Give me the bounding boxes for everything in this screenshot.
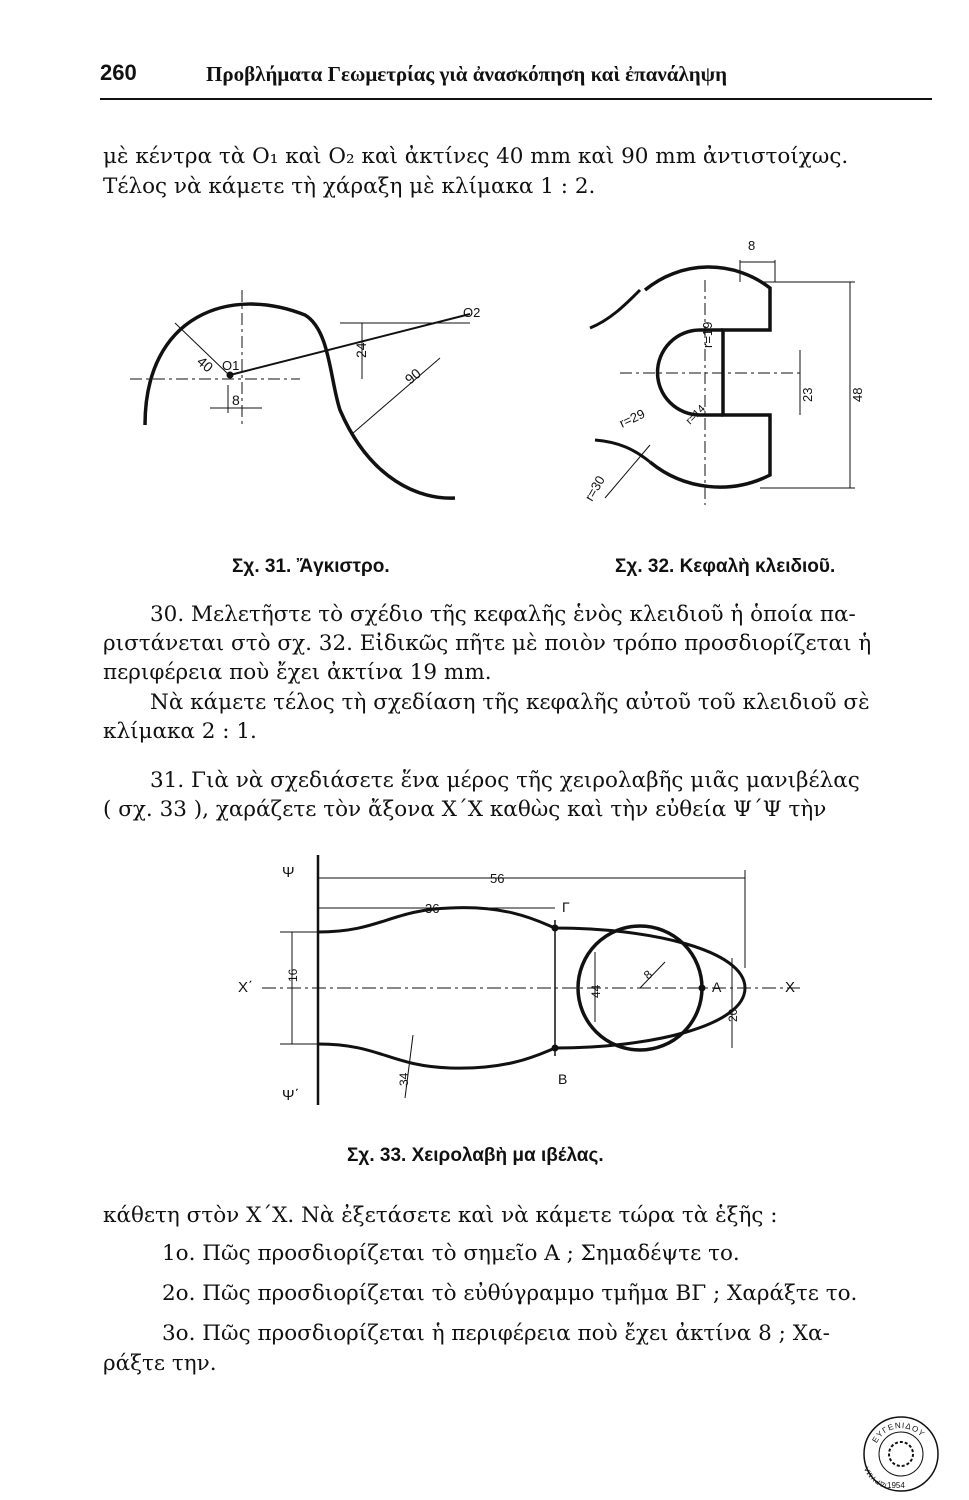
wrench-r19-label: r=19 (700, 321, 715, 348)
hook-o2-label: O2 (463, 305, 481, 320)
wrench-lower-arm (595, 440, 650, 462)
wrench-r30-label: r=30 (581, 473, 608, 504)
problem-31-line-1: 31. Γιὰ νὰ σχεδιάσετε ἕνα μέρος τῆς χειρολαβῆς μιᾶς μανιβέλας (150, 768, 860, 793)
problem-30-line-3: περιφέρεια ποὺ ἔχει ἀκτίνα 19 mm. (103, 660, 492, 685)
point-a (699, 985, 705, 991)
x-label: X (785, 979, 796, 996)
hook-r40-label: 40 (194, 353, 217, 376)
seal-year: 1954 (887, 1481, 905, 1490)
continuation-item-1: 1ο. Πῶς προσδιορίζεται τὸ σημεῖο A ; Σημαδέψτε το. (162, 1241, 740, 1266)
dim-36-label: 36 (425, 901, 440, 916)
hook-r90-label: 90 (401, 365, 424, 388)
hook-curve (145, 304, 455, 498)
figure-33 (0, 850, 969, 1120)
wrench-d48-label: 48 (850, 387, 865, 402)
hook-d8-label: 8 (232, 392, 240, 408)
problem-30-line-5: κλίμακα 2 : 1. (103, 719, 257, 744)
point-b (552, 1045, 558, 1051)
radius-30-line (605, 445, 650, 498)
hook-drawing (130, 290, 470, 498)
svg-text:ΕΥΓΕΝΙΔΟΥ: ΕΥΓΕΝΙΔΟΥ (870, 1420, 927, 1445)
psi-prime-label: Ψ΄ (282, 1087, 300, 1104)
dim-16-label: 16 (286, 968, 300, 982)
dim-56-label: 56 (490, 871, 505, 886)
x-prime-label: X΄ (238, 979, 253, 996)
problem-30-line-1: 30. Μελετῆστε τὸ σχέδιο τῆς κεφαλῆς ἑνὸς κλειδιοῦ ἡ ὁποία πα- (150, 602, 856, 627)
hook-d24-label: 24 (353, 342, 369, 358)
running-title: Προβλήματα Γεωμετρίας γιὰ ἀνασκόπηση καὶ ἐπανάληψη (206, 62, 728, 86)
continuation-item-3: 3ο. Πῶς προσδιορίζεται ἡ περιφέρεια ποὺ ἔχει ἀκτίνα 8 ; Χα- (162, 1321, 830, 1346)
svg-text:ΙΔΡΥΜΑ: ΙΔΡΥΜΑ (863, 1465, 888, 1489)
wrench-r29-label: r=29 (616, 405, 648, 431)
problem-30-line-4: Νὰ κάμετε τέλος τὴ σχεδίαση τῆς κεφαλῆς αὐτοῦ τοῦ κλειδιοῦ σὲ (150, 690, 870, 715)
point-g-label: Γ (562, 899, 570, 915)
point-a-label: A (712, 979, 722, 995)
wrench-drawing (590, 260, 855, 505)
wrench-d8-label: 8 (748, 238, 756, 253)
header-rule (100, 98, 932, 100)
problem-30-line-2: ριστάνεται στὸ σχ. 32. Εἰδικῶς πῆτε μὲ ποιὸν τρόπο προσδιορίζεται ἡ (103, 631, 872, 656)
radius-8-label: 8 (640, 967, 656, 983)
intro-line-2: Τέλος νὰ κάμετε τὴ χάραξη μὲ κλίμακα 1 : 2. (103, 174, 596, 199)
dim-34-leader (405, 1035, 413, 1098)
wrench-d23-label: 23 (800, 387, 815, 402)
continuation-line-1: κάθετη στὸν X΄X. Νὰ ἐξετάσετε καὶ νὰ κάμετε τώρα τὰ ἑξῆς : (103, 1203, 778, 1228)
problem-31-line-2: ( σχ. 33 ), χαράζετε τὸν ἄξονα X΄X καθὼς καὶ τὴν εὐθεία Ψ΄Ψ τὴν (103, 797, 827, 822)
continuation-line-5: ράξτε την. (103, 1351, 217, 1376)
figure-32-caption: Σχ. 32. Κεφαλὴ κλειδιοῦ. (615, 556, 836, 577)
radius-90-line (352, 358, 440, 434)
point-g (552, 925, 558, 931)
continuation-item-2: 2ο. Πῶς προσδιορίζεται τὸ εὐθύγραμμο τμῆμα ΒΓ ; Χαράξτε το. (162, 1281, 858, 1306)
wrench-r14-label: r=14 (683, 402, 708, 428)
wrench-upper-arm (590, 290, 640, 328)
psi-label: Ψ (282, 864, 295, 881)
dim-20-label: 20 (726, 1008, 740, 1022)
figure-33-caption: Σχ. 33. Χειρολαβὴ μα ιβέλας. (347, 1145, 604, 1166)
dim-34-label: 34 (397, 1072, 411, 1086)
page-number: 260 (100, 60, 137, 85)
intro-line-1: μὲ κέντρα τὰ O₁ καὶ O₂ καὶ ἀκτίνες 40 mm καὶ 90 mm ἀντιστοίχως. (103, 144, 849, 169)
wrench-outline (645, 267, 770, 487)
page-header (100, 58, 932, 98)
foundation-seal (862, 1415, 940, 1493)
figure-31-caption: Σχ. 31. Ἄγκιστρο. (232, 556, 390, 577)
figures-31-32 (0, 230, 969, 530)
dim-44-label: 44 (589, 984, 603, 998)
hook-o1-label: O1 (222, 358, 240, 373)
point-b-label: B (558, 1071, 568, 1087)
